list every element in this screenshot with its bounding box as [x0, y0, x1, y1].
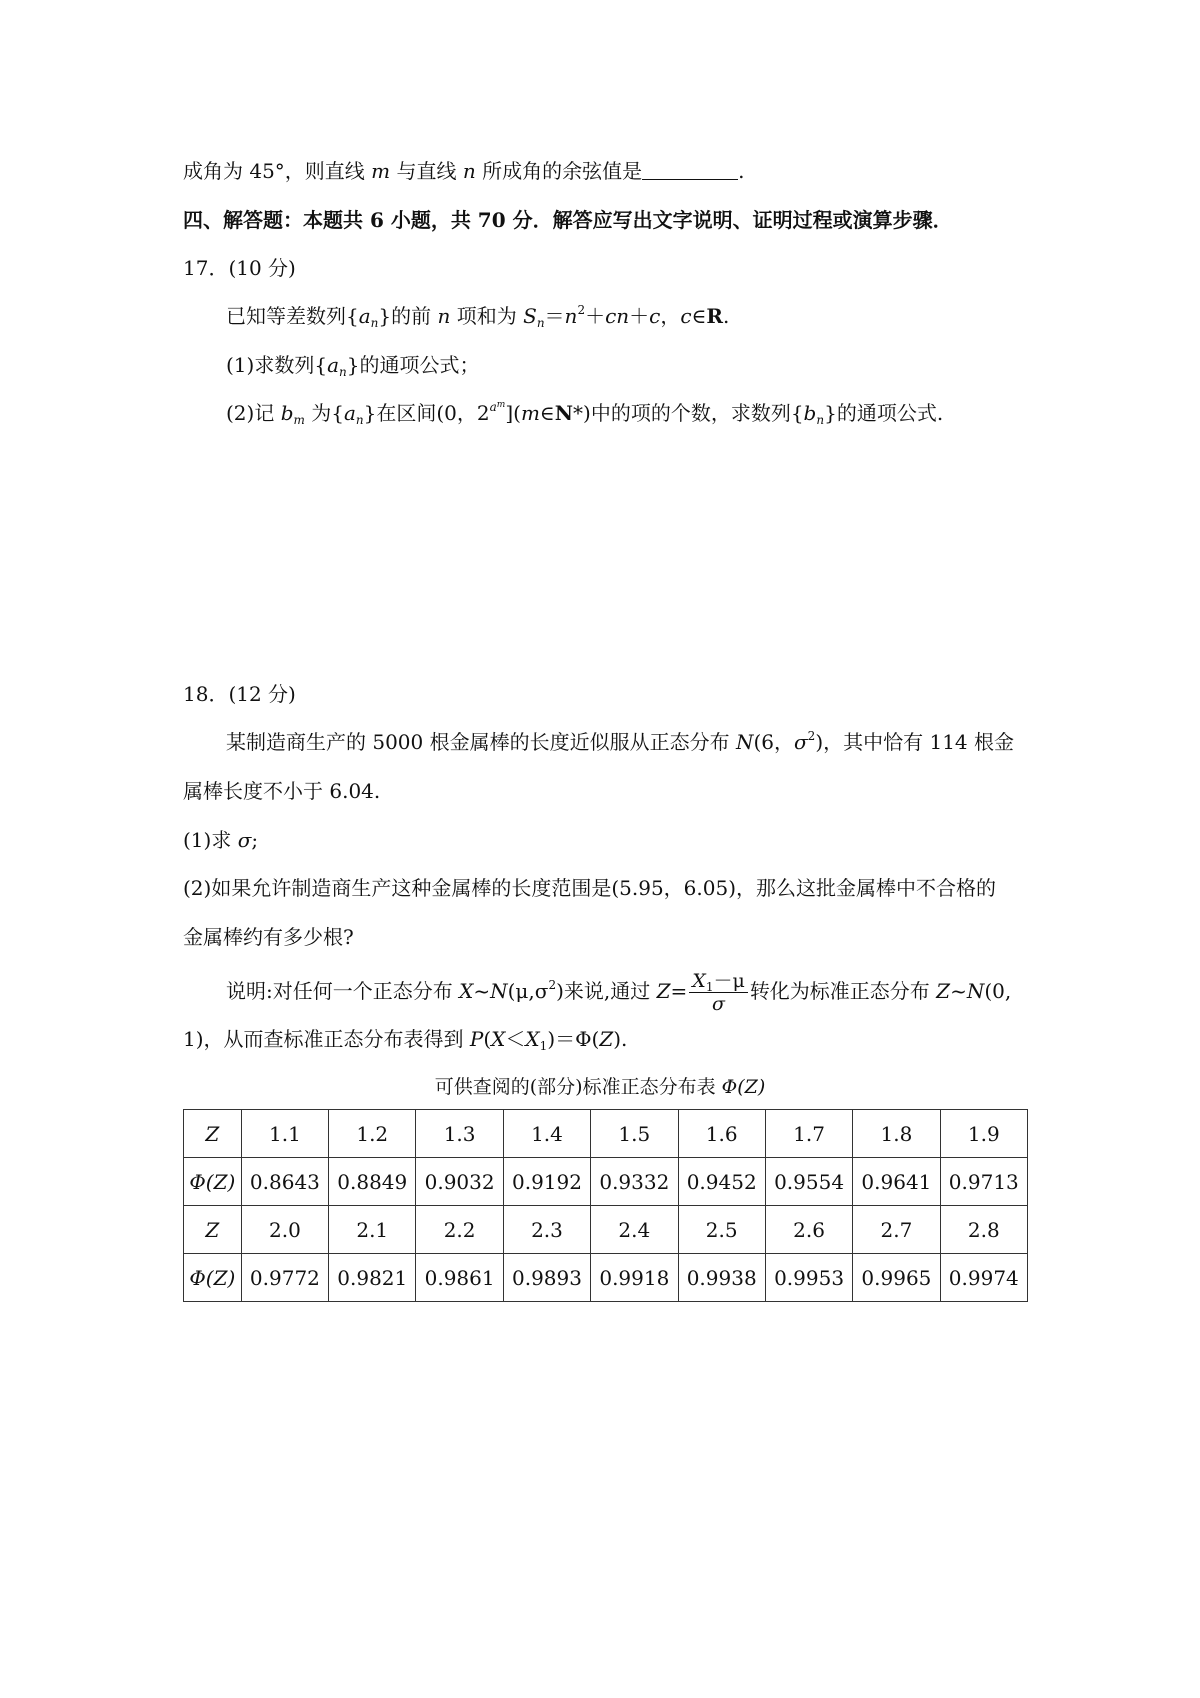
table-cell: 2.8 [940, 1206, 1027, 1254]
table-cell: 2.6 [765, 1206, 852, 1254]
q18-number: 18．(12 分) [183, 682, 296, 706]
table-cell: 0.9713 [940, 1158, 1027, 1206]
table-cell: 0.8849 [329, 1158, 416, 1206]
q17-stem: 已知等差数列$\{a_n\}$的前 n 项和为 $S_n=n^2+cn+c$，c∈R. [226, 303, 730, 330]
table-cell: 1.8 [853, 1110, 940, 1158]
table-cell: 2.1 [329, 1206, 416, 1254]
table-cell: 0.9192 [503, 1158, 590, 1206]
table-row [184, 1206, 1028, 1254]
table-cell: 0.9938 [678, 1254, 765, 1302]
table-cell: 2.7 [853, 1206, 940, 1254]
q18-stem-line1: 某制造商生产的 5000 根金属棒的长度近似服从正态分布 N(6，$\sigma^2$)，其中恰有 114 根金 [226, 729, 1015, 754]
normal-distribution-table [183, 1109, 1028, 1302]
table-cell: 0.9032 [416, 1158, 503, 1206]
table-row [184, 1158, 1028, 1206]
table-cell: 1.9 [940, 1110, 1027, 1158]
table-cell: 2.2 [416, 1206, 503, 1254]
table-cell: 0.9821 [329, 1254, 416, 1302]
table-cell: 1.3 [416, 1110, 503, 1158]
table-cell: 0.9452 [678, 1158, 765, 1206]
q18-part2-line2: 金属棒约有多少根? [183, 925, 354, 949]
q17-number: 17．(10 分) [183, 256, 296, 280]
table-cell: 2.3 [503, 1206, 590, 1254]
answer-blank[interactable] [642, 159, 738, 180]
table-cell: 0.8643 [241, 1158, 328, 1206]
q18-note-line2: 1)，从而查标准正态分布表得到 $P(X<X_1)=\Phi(Z)$. [183, 1027, 628, 1053]
row-label-phi: Φ(Z) [184, 1254, 242, 1302]
table-cell: 0.9974 [940, 1254, 1027, 1302]
row-label-phi: Φ(Z) [184, 1158, 242, 1206]
table-cell: 1.4 [503, 1110, 590, 1158]
table-cell: 0.9965 [853, 1254, 940, 1302]
q18-stem-line2: 属棒长度不小于 6.04. [183, 779, 381, 803]
table-cell: 2.4 [591, 1206, 678, 1254]
table-cell: 0.9918 [591, 1254, 678, 1302]
table-cell: 0.9332 [591, 1158, 678, 1206]
table-cell: 2.0 [241, 1206, 328, 1254]
table-caption: 可供查阅的(部分)标准正态分布表 Φ(Z) [434, 1076, 766, 1098]
table-cell: 1.6 [678, 1110, 765, 1158]
q17-part1: (1)求数列$\{a_n\}$的通项公式； [226, 353, 480, 379]
q18-part2-line1: (2)如果允许制造商生产这种金属棒的长度范围是(5.95，6.05)，那么这批金属棒中不合格的 [183, 876, 996, 900]
table-cell: 0.9772 [241, 1254, 328, 1302]
table-cell: 2.5 [678, 1206, 765, 1254]
table-cell: 0.9641 [853, 1158, 940, 1206]
row-label-z: Z [184, 1206, 242, 1254]
section-heading: 四、解答题：本题共 6 小题，共 70 分．解答应写出文字说明、证明过程或演算步骤． [183, 208, 953, 232]
row-label-z: Z [184, 1110, 242, 1158]
table-cell: 0.9953 [765, 1254, 852, 1302]
table-cell: 1.1 [241, 1110, 328, 1158]
table-cell: 0.9893 [503, 1254, 590, 1302]
table-cell: 1.2 [329, 1110, 416, 1158]
table-cell: 0.9554 [765, 1158, 852, 1206]
table-cell: 1.5 [591, 1110, 678, 1158]
q16-continuation: 成角为 45°，则直线 m 与直线 n 所成角的余弦值是 . [183, 159, 745, 183]
table-cell: 0.9861 [416, 1254, 503, 1302]
q17-part2: (2)记 $b_m$ 为$\{a_n\}$在区间(0，$2^{a^m}](m\in N*)$中的项的个数，求数列$\{b_n\}$的通项公式. [226, 400, 944, 427]
table-row [184, 1110, 1028, 1158]
q18-part1: (1)求 σ; [183, 828, 259, 852]
standardization-fraction: $\frac{X_1-\mu}{\sigma}$ [689, 970, 748, 1015]
table-cell: 1.7 [765, 1110, 852, 1158]
q18-note-line1: 说明:对任何一个正态分布 $X\sim N(\mu,\sigma^2)$来说,通过 Z= $\frac{X_1-\mu}{\sigma}$ 转化为标准正态分布 Z~N(0, [226, 970, 1012, 1015]
table-row [184, 1254, 1028, 1302]
